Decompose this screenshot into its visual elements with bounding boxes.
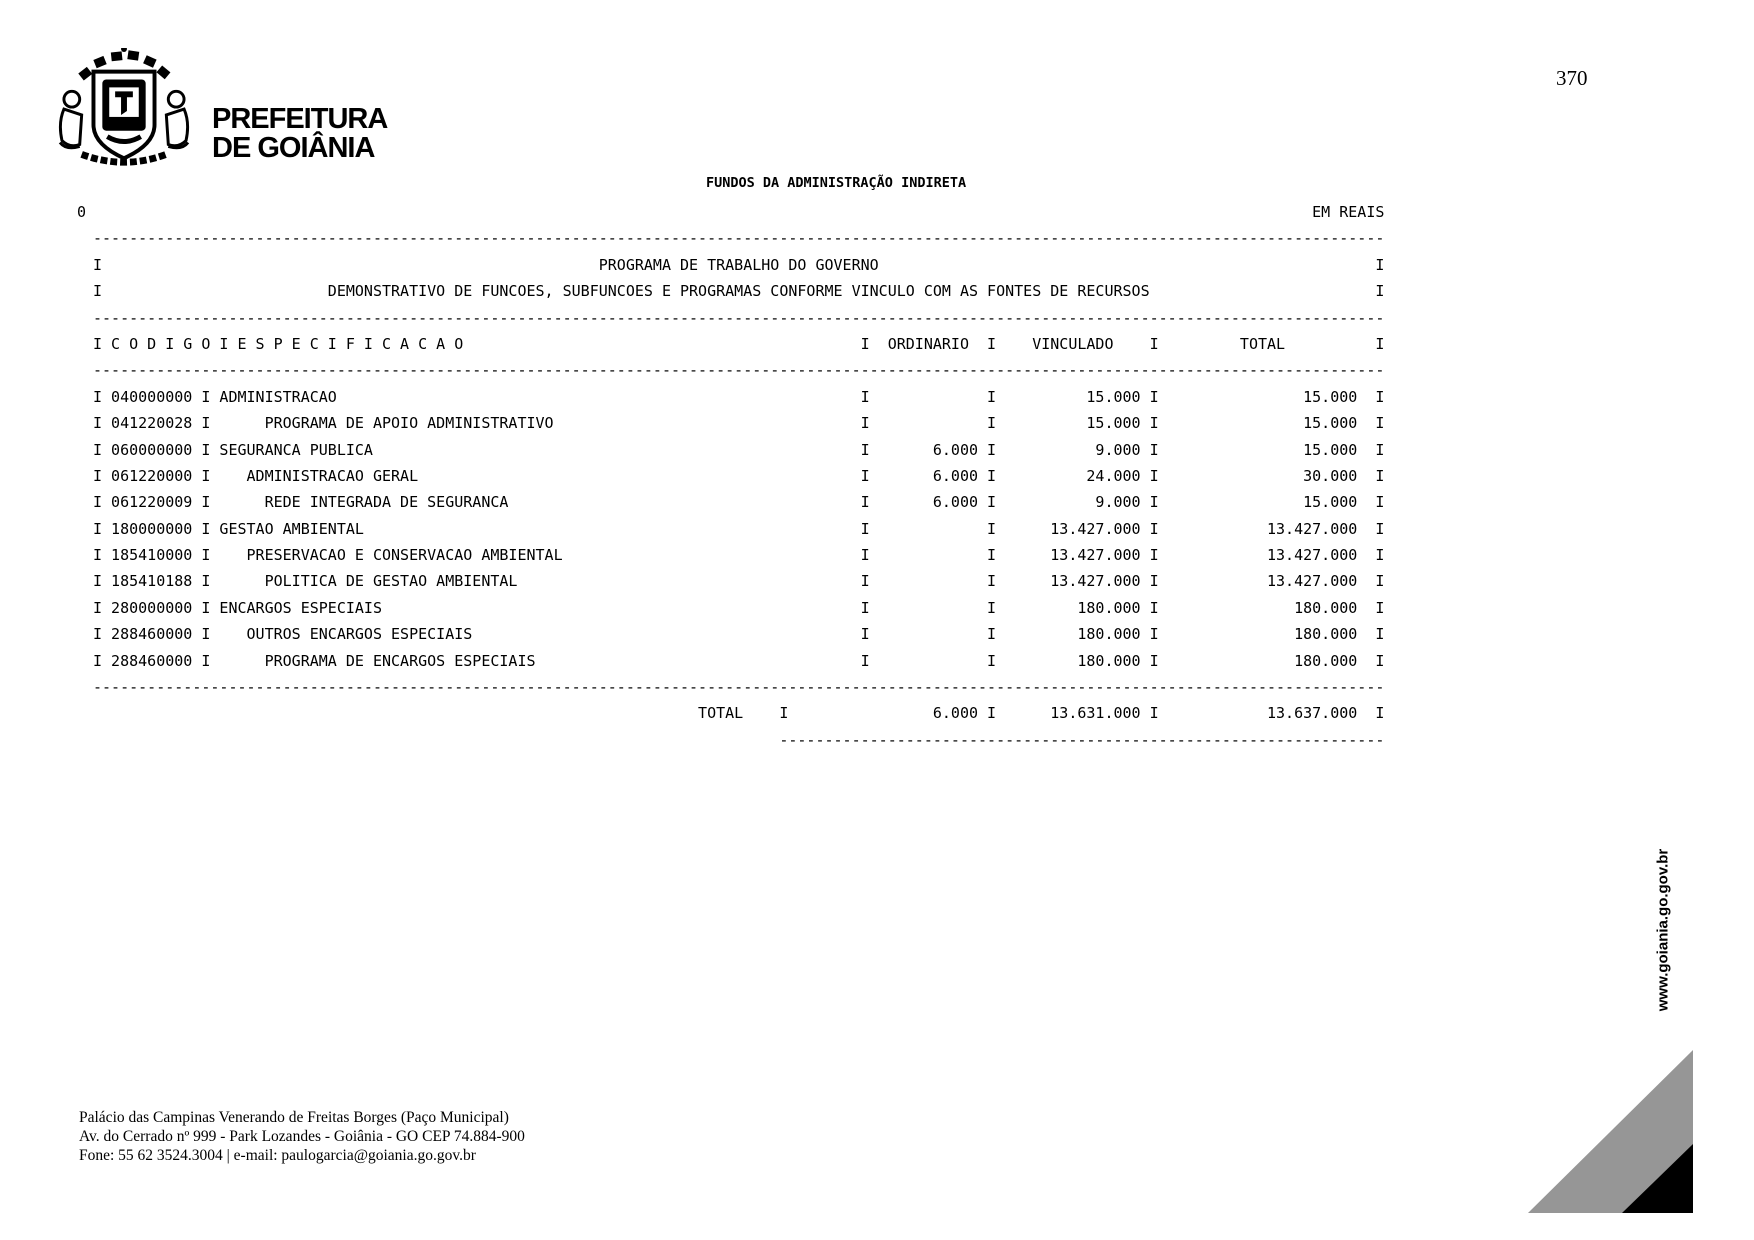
dashed-divider: ------------------------------------------------------------------- — [93, 730, 1385, 749]
table-row: I 288460000 I PROGRAMA DE ENCARGOS ESPECIAIS I I 180.000 I 180.000 I — [93, 651, 1385, 670]
table-row: I 280000000 I ENCARGOS ESPECIAIS I I 180.000 I 180.000 I — [93, 598, 1385, 617]
column-header-row: I C O D I G O I E S P E C I F I C A C A O I ORDINARIO I VINCULADO I TOTAL I — [93, 334, 1385, 353]
report-header-line-2: I DEMONSTRATIVO DE FUNCOES, SUBFUNCOES E PROGRAMAS CONFORME VINCULO COM AS FONTES DE RECURSOS I — [93, 282, 1385, 301]
table-row: I 180000000 I GESTAO AMBIENTAL I I 13.427.000 I 13.427.000 I — [93, 519, 1385, 538]
table-row: I 185410188 I POLITICA DE GESTAO AMBIENTAL I I 13.427.000 I 13.427.000 I — [93, 572, 1385, 591]
page-number: 370 — [1556, 66, 1588, 90]
logo-line-2: DE GOIÂNIA — [212, 132, 375, 164]
currency-note-line: EM REAIS — [93, 203, 1385, 221]
logo-line-1: PREFEITURA — [212, 103, 388, 135]
address-line-1: Palácio das Campinas Venerando de Freitas Borges (Paço Municipal) — [79, 1109, 509, 1126]
footer-address — [79, 1108, 525, 1165]
table-row: I 040000000 I ADMINISTRACAO I I 15.000 I 15.000 I — [93, 387, 1385, 406]
report-header-line-1: I PROGRAMA DE TRABALHO DO GOVERNO I — [93, 255, 1385, 274]
table-row: I 060000000 I SEGURANCA PUBLICA I 6.000 I 9.000 I 15.000 I — [93, 440, 1385, 459]
dashed-divider: ----------------------------------------------------------------------------------------------------------------------------------------------- — [93, 678, 1385, 697]
dashed-divider: ----------------------------------------------------------------------------------------------------------------------------------------------- — [93, 229, 1385, 248]
address-line-2: Av. do Cerrado nº 999 - Park Lozandes - Goiânia - GO CEP 74.884-900 — [79, 1128, 525, 1145]
budget-report-table — [93, 199, 1384, 753]
table-row: I 288460000 I OUTROS ENCARGOS ESPECIAIS I I 180.000 I 180.000 I — [93, 625, 1385, 644]
control-character: 0 — [77, 203, 87, 221]
table-row: I 061220009 I REDE INTEGRADA DE SEGURANCA I 6.000 I 9.000 I 15.000 I — [93, 493, 1385, 512]
coat-of-arms-icon — [50, 48, 198, 176]
logo-wordmark — [212, 105, 387, 163]
website-vertical-label: www.goiania.go.gov.br — [1654, 848, 1672, 1012]
address-line-3: Fone: 55 62 3524.3004 | e-mail: paulogarcia@goiania.go.gov.br — [79, 1147, 476, 1164]
total-row: TOTAL I 6.000 I 13.631.000 I 13.637.000 I — [93, 704, 1385, 723]
dashed-divider: ----------------------------------------------------------------------------------------------------------------------------------------------- — [93, 308, 1385, 327]
dashed-divider: ----------------------------------------------------------------------------------------------------------------------------------------------- — [93, 361, 1385, 380]
corner-triangle-decoration — [1523, 1043, 1698, 1223]
table-row: I 061220000 I ADMINISTRACAO GERAL I 6.000 I 24.000 I 30.000 I — [93, 466, 1385, 485]
table-row: I 185410000 I PRESERVACAO E CONSERVACAO AMBIENTAL I I 13.427.000 I 13.427.000 I — [93, 546, 1385, 565]
report-title: FUNDOS DA ADMINISTRAÇÃO INDIRETA — [706, 175, 967, 191]
table-row: I 041220028 I PROGRAMA DE APOIO ADMINISTRATIVO I I 15.000 I 15.000 I — [93, 414, 1385, 433]
prefeitura-logo — [50, 48, 387, 176]
